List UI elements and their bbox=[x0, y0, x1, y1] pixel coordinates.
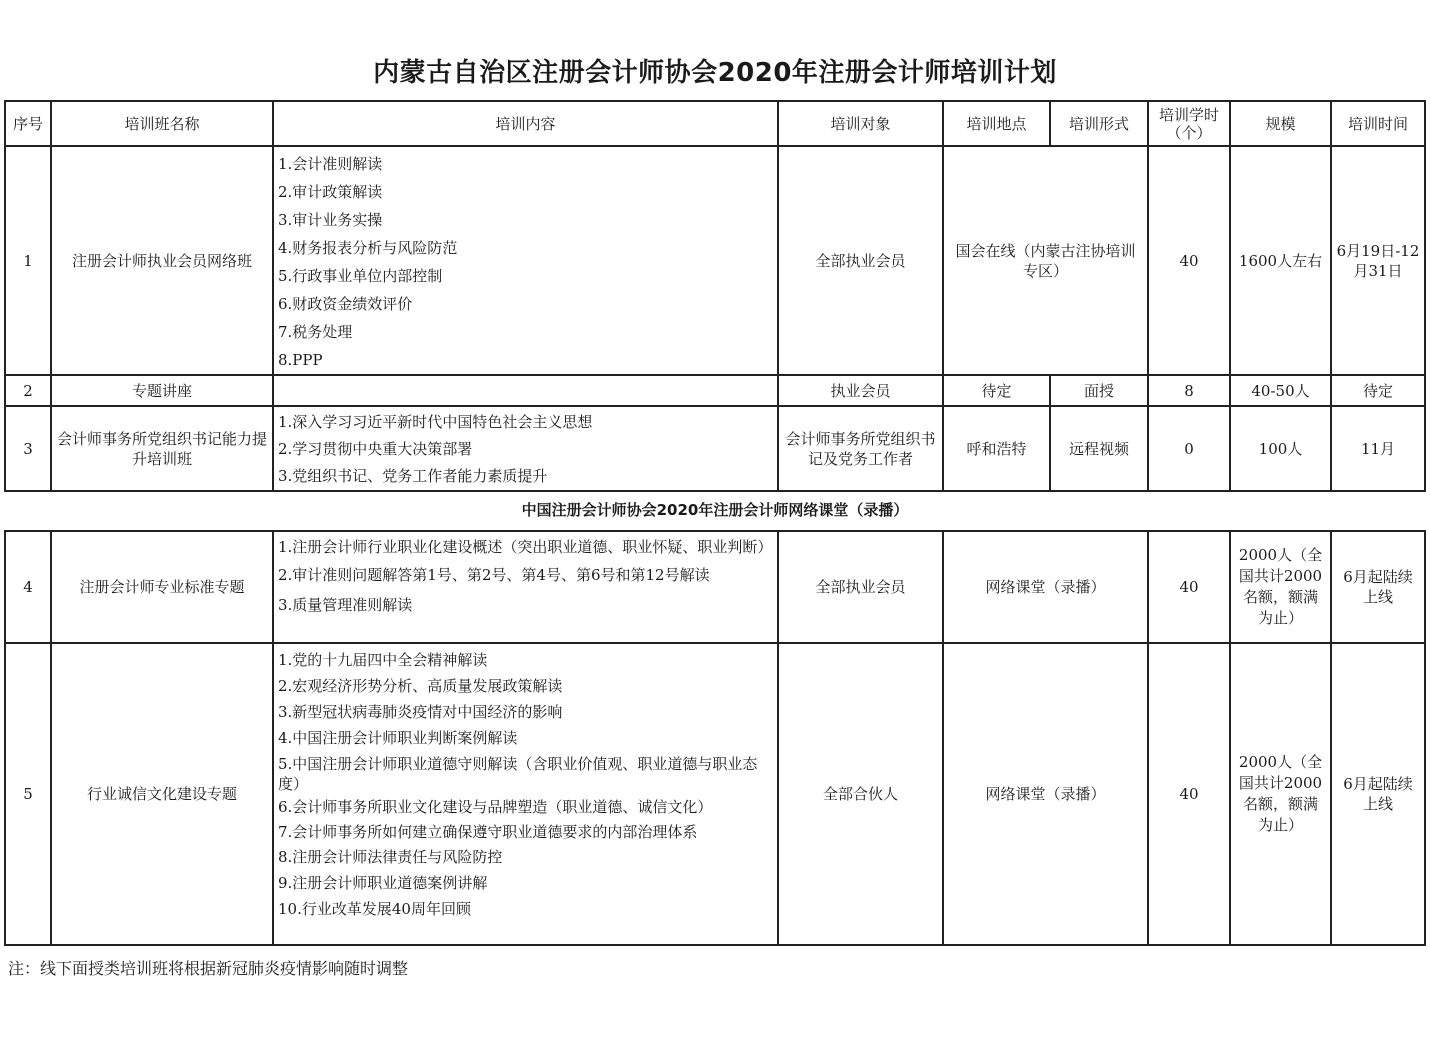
content-item: 7.会计师事务所如何建立确保遵守职业道德要求的内部治理体系 bbox=[278, 823, 698, 841]
row-location: 呼和浩特 bbox=[943, 406, 1050, 491]
row-hours: 40 bbox=[1148, 146, 1230, 375]
row-time: 待定 bbox=[1331, 375, 1425, 406]
row-scale: 40-50人 bbox=[1230, 375, 1331, 406]
content-item: 9.注册会计师职业道德案例讲解 bbox=[278, 874, 488, 892]
row-target bbox=[778, 406, 943, 491]
header-hours-label: 培训学时（个） bbox=[1158, 105, 1219, 142]
online-course-table bbox=[4, 530, 1426, 946]
row-scale: 1600人左右 bbox=[1230, 146, 1331, 375]
row-location-form: 网络课堂（录播） bbox=[943, 531, 1148, 643]
row-content bbox=[273, 531, 778, 643]
row-name-text: 会计师事务所党组织书记能力提升培训班 bbox=[56, 429, 267, 468]
header-name: 培训班名称 bbox=[51, 101, 273, 146]
row-time bbox=[1331, 146, 1425, 375]
training-plan-table bbox=[4, 100, 1426, 492]
page-title: 内蒙古自治区注册会计师协会2020年注册会计师培训计划 bbox=[373, 58, 1057, 88]
header-content: 培训内容 bbox=[273, 101, 778, 146]
row-hours: 40 bbox=[1148, 643, 1230, 945]
content-item: 6.会计师事务所职业文化建设与品牌塑造（职业道德、诚信文化） bbox=[278, 798, 713, 816]
row-location-form bbox=[943, 146, 1148, 375]
row-location-form: 网络课堂（录播） bbox=[943, 643, 1148, 945]
row-location: 待定 bbox=[943, 375, 1050, 406]
header-time: 培训时间 bbox=[1331, 101, 1425, 146]
content-item: 3.新型冠状病毒肺炎疫情对中国经济的影响 bbox=[278, 703, 563, 721]
content-item: 2.审计准则问题解答第1号、第2号、第4号、第6号和第12号解读 bbox=[278, 566, 710, 584]
row-target: 全部合伙人 bbox=[778, 643, 943, 945]
content-item: 1.深入学习习近平新时代中国特色社会主义思想 bbox=[278, 413, 593, 431]
content-item: 8.注册会计师法律责任与风险防控 bbox=[278, 848, 503, 866]
row-hours: 40 bbox=[1148, 531, 1230, 643]
row-scale-text: 2000人（全国共计2000名额，额满为止） bbox=[1238, 753, 1323, 834]
row-target-text: 会计师事务所党组织书记及党务工作者 bbox=[785, 429, 936, 468]
row-time-text: 6月19日-12月31日 bbox=[1336, 241, 1420, 280]
row-time-text: 6月起陆续上线 bbox=[1343, 775, 1413, 813]
row-content bbox=[273, 146, 778, 375]
content-item: 10.行业改革发展40周年回顾 bbox=[278, 900, 471, 918]
row-form: 面授 bbox=[1050, 375, 1148, 406]
row-name: 行业诚信文化建设专题 bbox=[51, 643, 273, 945]
header-scale: 规模 bbox=[1230, 101, 1331, 146]
footnote: 注：线下面授类培训班将根据新冠肺炎疫情影响随时调整 bbox=[8, 959, 409, 978]
section-title: 中国注册会计师协会2020年注册会计师网络课堂（录播） bbox=[521, 501, 909, 519]
header-hours bbox=[1148, 101, 1230, 146]
row-name: 注册会计师执业会员网络班 bbox=[51, 146, 273, 375]
table-row bbox=[5, 406, 1425, 491]
content-item: 4.中国注册会计师职业判断案例解读 bbox=[278, 729, 518, 747]
row-time bbox=[1331, 531, 1425, 643]
content-item: 1.注册会计师行业职业化建设概述（突出职业道德、职业怀疑、职业判断） bbox=[278, 538, 773, 556]
content-item: 2.审计政策解读 bbox=[278, 183, 383, 201]
row-name bbox=[51, 406, 273, 491]
content-item: 4.财务报表分析与风险防范 bbox=[278, 239, 458, 257]
content-item: 3.质量管理准则解读 bbox=[278, 596, 413, 614]
row-time-text: 6月起陆续上线 bbox=[1343, 568, 1413, 606]
content-item: 3.党组织书记、党务工作者能力素质提升 bbox=[278, 467, 548, 485]
header-target: 培训对象 bbox=[778, 101, 943, 146]
row-seq: 1 bbox=[5, 146, 51, 375]
content-item: 2.宏观经济形势分析、高质量发展政策解读 bbox=[278, 677, 563, 695]
row-seq: 3 bbox=[5, 406, 51, 491]
row-location-form-text: 国会在线（内蒙古注协培训专区） bbox=[955, 241, 1136, 280]
row-seq: 4 bbox=[5, 531, 51, 643]
content-item: 1.会计准则解读 bbox=[278, 155, 383, 173]
content-item: 5.行政事业单位内部控制 bbox=[278, 267, 443, 285]
row-form: 远程视频 bbox=[1050, 406, 1148, 491]
row-time bbox=[1331, 643, 1425, 945]
row-scale-text: 2000人（全国共计2000名额，额满为止） bbox=[1238, 546, 1323, 627]
row-content bbox=[273, 375, 778, 406]
row-seq: 5 bbox=[5, 643, 51, 945]
header-location: 培训地点 bbox=[943, 101, 1050, 146]
row-scale bbox=[1230, 643, 1331, 945]
row-content bbox=[273, 406, 778, 491]
content-item: 6.财政资金绩效评价 bbox=[278, 295, 413, 313]
row-target: 全部执业会员 bbox=[778, 531, 943, 643]
content-item: 1.党的十九届四中全会精神解读 bbox=[278, 651, 488, 669]
row-scale bbox=[1230, 531, 1331, 643]
table-row bbox=[5, 375, 1425, 406]
content-item: 3.审计业务实操 bbox=[278, 211, 383, 229]
row-scale: 100人 bbox=[1230, 406, 1331, 491]
row-time: 11月 bbox=[1331, 406, 1425, 491]
content-item: 7.税务处理 bbox=[278, 323, 353, 341]
header-form: 培训形式 bbox=[1050, 101, 1148, 146]
row-name: 专题讲座 bbox=[51, 375, 273, 406]
row-hours: 8 bbox=[1148, 375, 1230, 406]
row-hours: 0 bbox=[1148, 406, 1230, 491]
content-item: 5.中国注册会计师职业道德守则解读（含职业价值观、职业道德与职业态度） bbox=[278, 755, 758, 793]
row-content bbox=[273, 643, 778, 945]
header-seq: 序号 bbox=[5, 101, 51, 146]
table-row bbox=[5, 531, 1425, 643]
row-seq: 2 bbox=[5, 375, 51, 406]
header-row bbox=[5, 101, 1425, 146]
table-row bbox=[5, 643, 1425, 945]
table-row bbox=[5, 146, 1425, 375]
row-name: 注册会计师专业标准专题 bbox=[51, 531, 273, 643]
row-target: 执业会员 bbox=[778, 375, 943, 406]
row-target: 全部执业会员 bbox=[778, 146, 943, 375]
content-item: 8.PPP bbox=[278, 351, 323, 369]
content-item: 2.学习贯彻中央重大决策部署 bbox=[278, 440, 473, 458]
